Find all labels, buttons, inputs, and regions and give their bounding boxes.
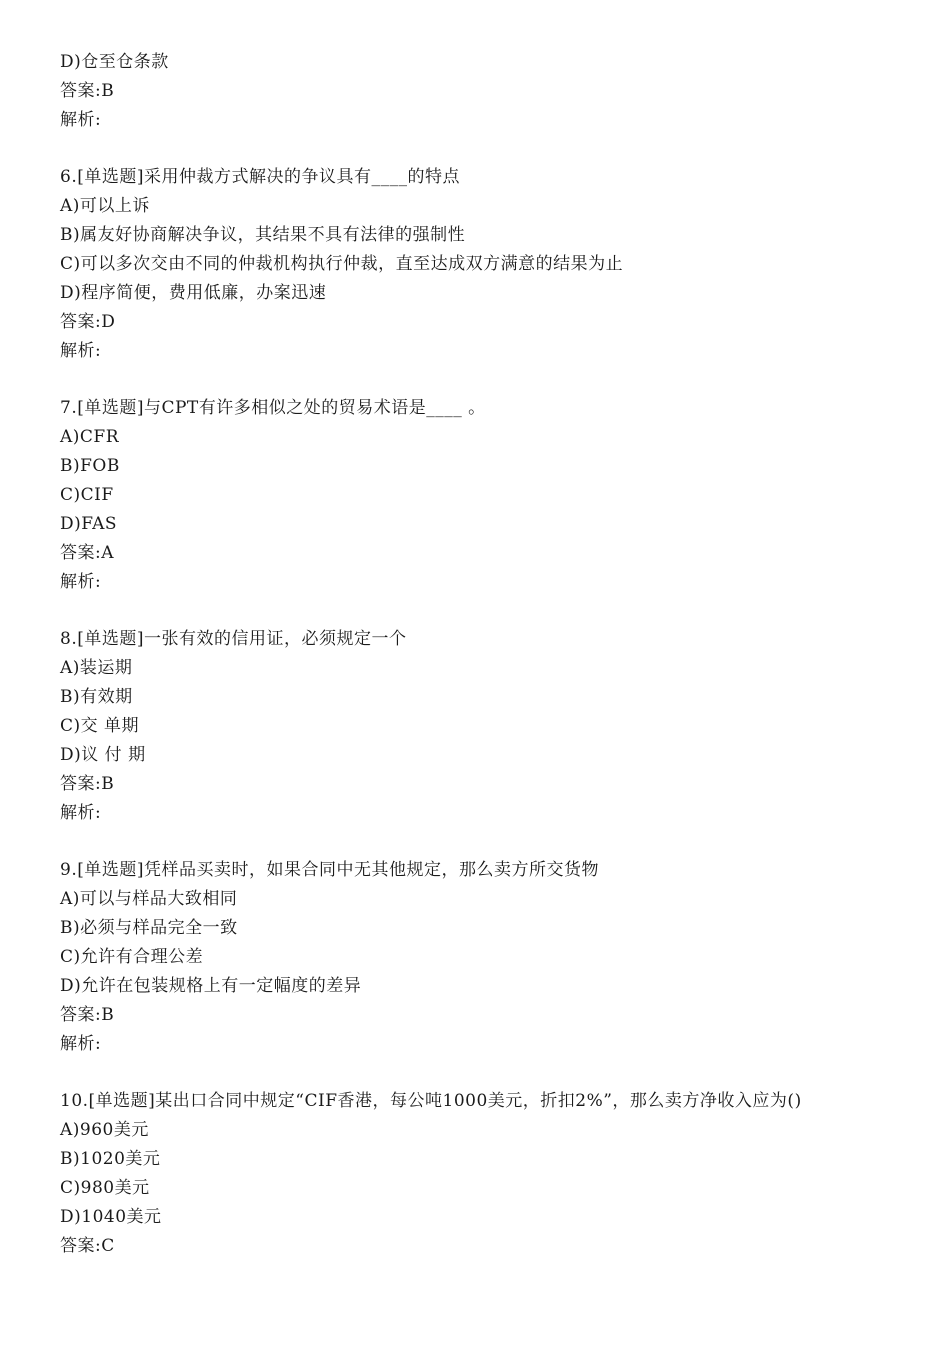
question-5-fragment — [60, 48, 940, 135]
option-c: C)可以多次交由不同的仲裁机构执行仲裁，直至达成双方满意的结果为止 — [60, 254, 624, 274]
analysis: 解析: — [60, 803, 102, 823]
question-7 — [60, 394, 940, 597]
option-d: D)仓至仓条款 — [60, 52, 169, 72]
question-8 — [60, 625, 940, 828]
option-d: D)议 付 期 — [60, 745, 146, 765]
option-c: C)交 单期 — [60, 716, 140, 736]
option-a: A)可以上诉 — [60, 196, 150, 216]
question-6 — [60, 163, 940, 366]
analysis: 解析: — [60, 572, 102, 592]
document-page — [60, 48, 940, 1261]
option-b: B)有效期 — [60, 687, 133, 707]
analysis: 解析: — [60, 1034, 102, 1054]
option-b: B)必须与样品完全一致 — [60, 918, 238, 938]
option-d: D)程序简便，费用低廉，办案迅速 — [60, 283, 327, 303]
question-10 — [60, 1087, 940, 1261]
option-c: C)CIF — [60, 485, 114, 505]
question-stem: 6.[单选题]采用仲裁方式解决的争议具有____的特点 — [60, 167, 460, 187]
option-a: A)可以与样品大致相同 — [60, 889, 238, 909]
question-stem: 9.[单选题]凭样品买卖时，如果合同中无其他规定，那么卖方所交货物 — [60, 860, 599, 880]
option-d: D)1040美元 — [60, 1207, 162, 1227]
question-stem: 7.[单选题]与CPT有许多相似之处的贸易术语是____ 。 — [60, 398, 486, 418]
answer: 答案:C — [60, 1236, 115, 1256]
option-c: C)允许有合理公差 — [60, 947, 204, 967]
answer: 答案:B — [60, 774, 115, 794]
answer: 答案:A — [60, 543, 115, 563]
option-a: A)960美元 — [60, 1120, 149, 1140]
answer: 答案:D — [60, 312, 116, 332]
option-a: A)装运期 — [60, 658, 133, 678]
answer: 答案:B — [60, 1005, 115, 1025]
option-d: D)FAS — [60, 514, 118, 534]
analysis: 解析: — [60, 341, 102, 361]
option-a: A)CFR — [60, 427, 120, 447]
answer: 答案:B — [60, 81, 115, 101]
question-9 — [60, 856, 940, 1059]
analysis: 解析: — [60, 110, 102, 130]
option-b: B)1020美元 — [60, 1149, 161, 1169]
option-c: C)980美元 — [60, 1178, 150, 1198]
option-d: D)允许在包装规格上有一定幅度的差异 — [60, 976, 362, 996]
question-stem: 8.[单选题]一张有效的信用证，必须规定一个 — [60, 629, 407, 649]
option-b: B)FOB — [60, 456, 120, 476]
option-b: B)属友好协商解决争议，其结果不具有法律的强制性 — [60, 225, 466, 245]
question-stem: 10.[单选题]某出口合同中规定“CIF香港，每公吨1000美元，折扣2%”，那么卖方净收入应为() — [60, 1091, 802, 1111]
